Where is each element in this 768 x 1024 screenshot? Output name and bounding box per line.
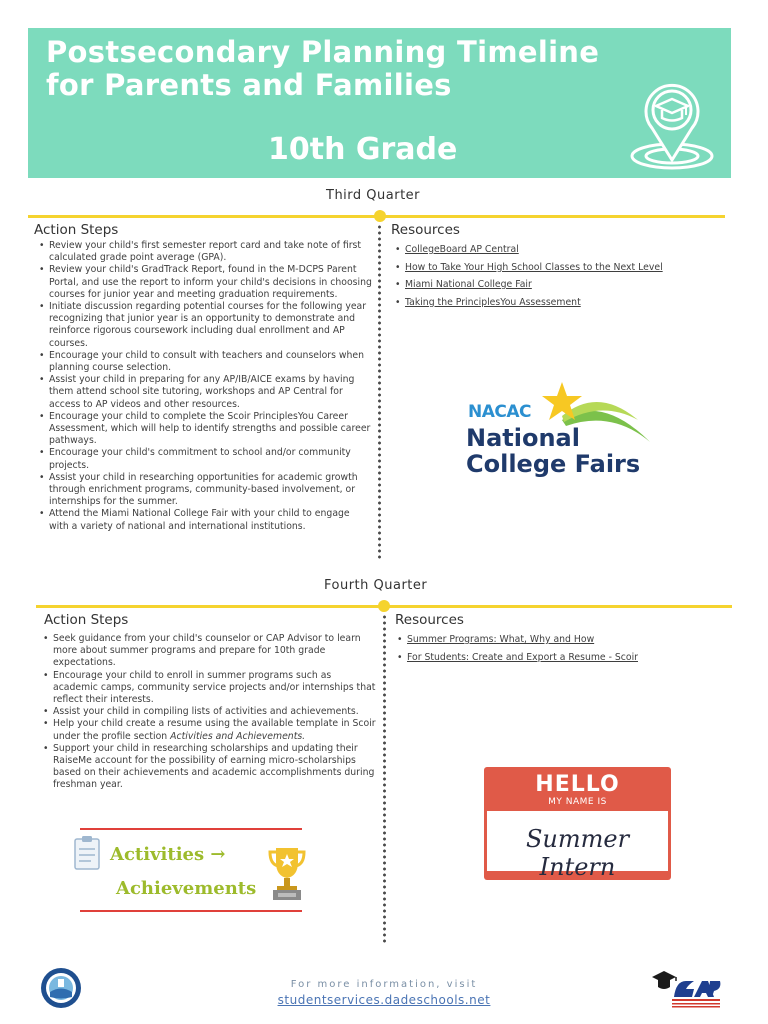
third-resources-title: Resources bbox=[391, 222, 460, 238]
link-principlesyou-assessment[interactable]: Taking the PrinciplesYou Assessement bbox=[405, 296, 581, 308]
resource-item bbox=[392, 297, 712, 308]
hello-name-tag bbox=[484, 767, 671, 880]
resource-item bbox=[392, 244, 712, 255]
nacac-logo-line2: College Fairs bbox=[466, 450, 641, 478]
resource-item bbox=[392, 279, 712, 290]
student-services-link[interactable]: studentservices.dadeschools.net bbox=[277, 993, 491, 1007]
third-quarter-title: Third Quarter bbox=[326, 188, 421, 203]
link-next-level-classes[interactable]: How to Take Your High School Classes to the Next Level bbox=[405, 261, 663, 273]
grade-label: 10th Grade bbox=[268, 132, 458, 167]
top-red-rule bbox=[80, 828, 302, 830]
list-item: • Assist your child in researching opportunities for academic growth through enrichment programs, community-based involvement, or internships for the summer. bbox=[36, 472, 372, 509]
fourth-quarter-title: Fourth Quarter bbox=[324, 578, 428, 593]
footer-info-text: For more information, visit bbox=[290, 979, 478, 990]
title-line-2: for Parents and Families bbox=[46, 68, 452, 102]
list-item: • Seek guidance from your child's counselor or CAP Advisor to learn more about summer programs and prepare for 10th grade expectations. bbox=[40, 633, 376, 670]
list-item: • Assist your child in preparing for any AP/IB/AICE exams by having them attend school site tutoring, workshops and AP Central for access to AP videos and other resources. bbox=[36, 374, 372, 411]
list-item: • Review your child's first semester report card and take note of first calculated grade point average (GPA). bbox=[36, 240, 372, 264]
list-item: • Attend the Miami National College Fair with your child to engage with a variety of national and international institutions. bbox=[36, 508, 372, 532]
fourth-quarter-timeline-dot bbox=[378, 600, 390, 612]
name-tag-name: Summer Intern bbox=[525, 825, 630, 881]
third-resources-list bbox=[392, 244, 712, 314]
nacac-logo-line1: National bbox=[466, 424, 580, 452]
graduation-cap-location-icon bbox=[624, 82, 720, 172]
list-item: • Encourage your child to consult with teachers and counselors when planning course selection. bbox=[36, 350, 372, 374]
link-summer-programs[interactable]: Summer Programs: What, Why and How bbox=[407, 634, 595, 645]
name-tag-field bbox=[487, 811, 668, 881]
activities-label: Activities → bbox=[110, 844, 226, 865]
page-title bbox=[46, 36, 666, 102]
list-item bbox=[40, 718, 376, 742]
link-collegeboard-ap-central[interactable]: CollegeBoard AP Central bbox=[405, 244, 519, 255]
list-item: • Encourage your child to enroll in summer programs such as academic camps, community service projects and/or internships that reflect their interests. bbox=[40, 670, 376, 707]
third-quarter-timeline-dots bbox=[378, 224, 381, 559]
cap-college-assistance-program-logo bbox=[650, 967, 722, 1009]
clipboard-icon bbox=[74, 836, 100, 870]
fourth-action-steps-list bbox=[40, 633, 376, 792]
resource-item bbox=[394, 652, 714, 663]
resource-item bbox=[394, 634, 714, 645]
fourth-resources-list bbox=[394, 634, 714, 669]
link-miami-college-fair[interactable]: Miami National College Fair bbox=[405, 279, 532, 290]
fourth-resources-title: Resources bbox=[395, 612, 464, 628]
list-item: • Review your child's GradTrack Report, found in the M-DCPS Parent Portal, and use the report to inform your child's decisions in choosing courses for junior year and meeting graduation requirements. bbox=[36, 264, 372, 301]
resume-step-italic: Activities and Achievements. bbox=[170, 730, 306, 742]
achievements-label: Achievements bbox=[116, 878, 257, 899]
list-item: • Initiate discussion regarding potential courses for the following year recognizing that junior year is an opportunity to demonstrate and reinforce rigorous coursework including dual enrollment and AP courses. bbox=[36, 301, 372, 350]
list-item: • Encourage your child's commitment to school and/or community projects. bbox=[36, 447, 372, 471]
list-item: • Support your child in researching scholarships and updating their RaiseMe account for the possibility of earning micro-scholarships based on their achievements and academic accomplishments during freshman year. bbox=[40, 743, 376, 792]
third-quarter-timeline-dot bbox=[374, 210, 386, 222]
list-item: • Assist your child in compiling lists of activities and achievements. bbox=[40, 706, 376, 718]
list-item: • Encourage your child to complete the Scoir PrinciplesYou Career Assessment, which will help to identify strengths and possible career pathways. bbox=[36, 411, 372, 448]
my-name-is-label: MY NAME IS bbox=[548, 797, 607, 807]
resume-step-text: Help your child create a resume using the available template in Scoir under the profile section bbox=[53, 718, 376, 742]
link-create-resume-scoir[interactable]: For Students: Create and Export a Resume - Scoir bbox=[407, 651, 638, 663]
hello-label: HELLO bbox=[535, 772, 620, 797]
third-action-steps-list bbox=[36, 240, 372, 533]
trophy-icon bbox=[268, 846, 306, 902]
fourth-quarter-timeline-dots bbox=[383, 614, 386, 944]
nacac-logo-abbr: NACAC bbox=[468, 402, 531, 422]
title-line-1: Postsecondary Planning Timeline bbox=[46, 35, 600, 69]
third-action-steps-title: Action Steps bbox=[34, 222, 119, 238]
bottom-red-rule bbox=[80, 910, 302, 912]
header-banner bbox=[28, 28, 731, 178]
activities-achievements-graphic bbox=[80, 828, 302, 912]
nacac-national-college-fairs-logo bbox=[462, 380, 652, 480]
resource-item bbox=[392, 262, 712, 273]
fourth-action-steps-title: Action Steps bbox=[44, 612, 129, 628]
